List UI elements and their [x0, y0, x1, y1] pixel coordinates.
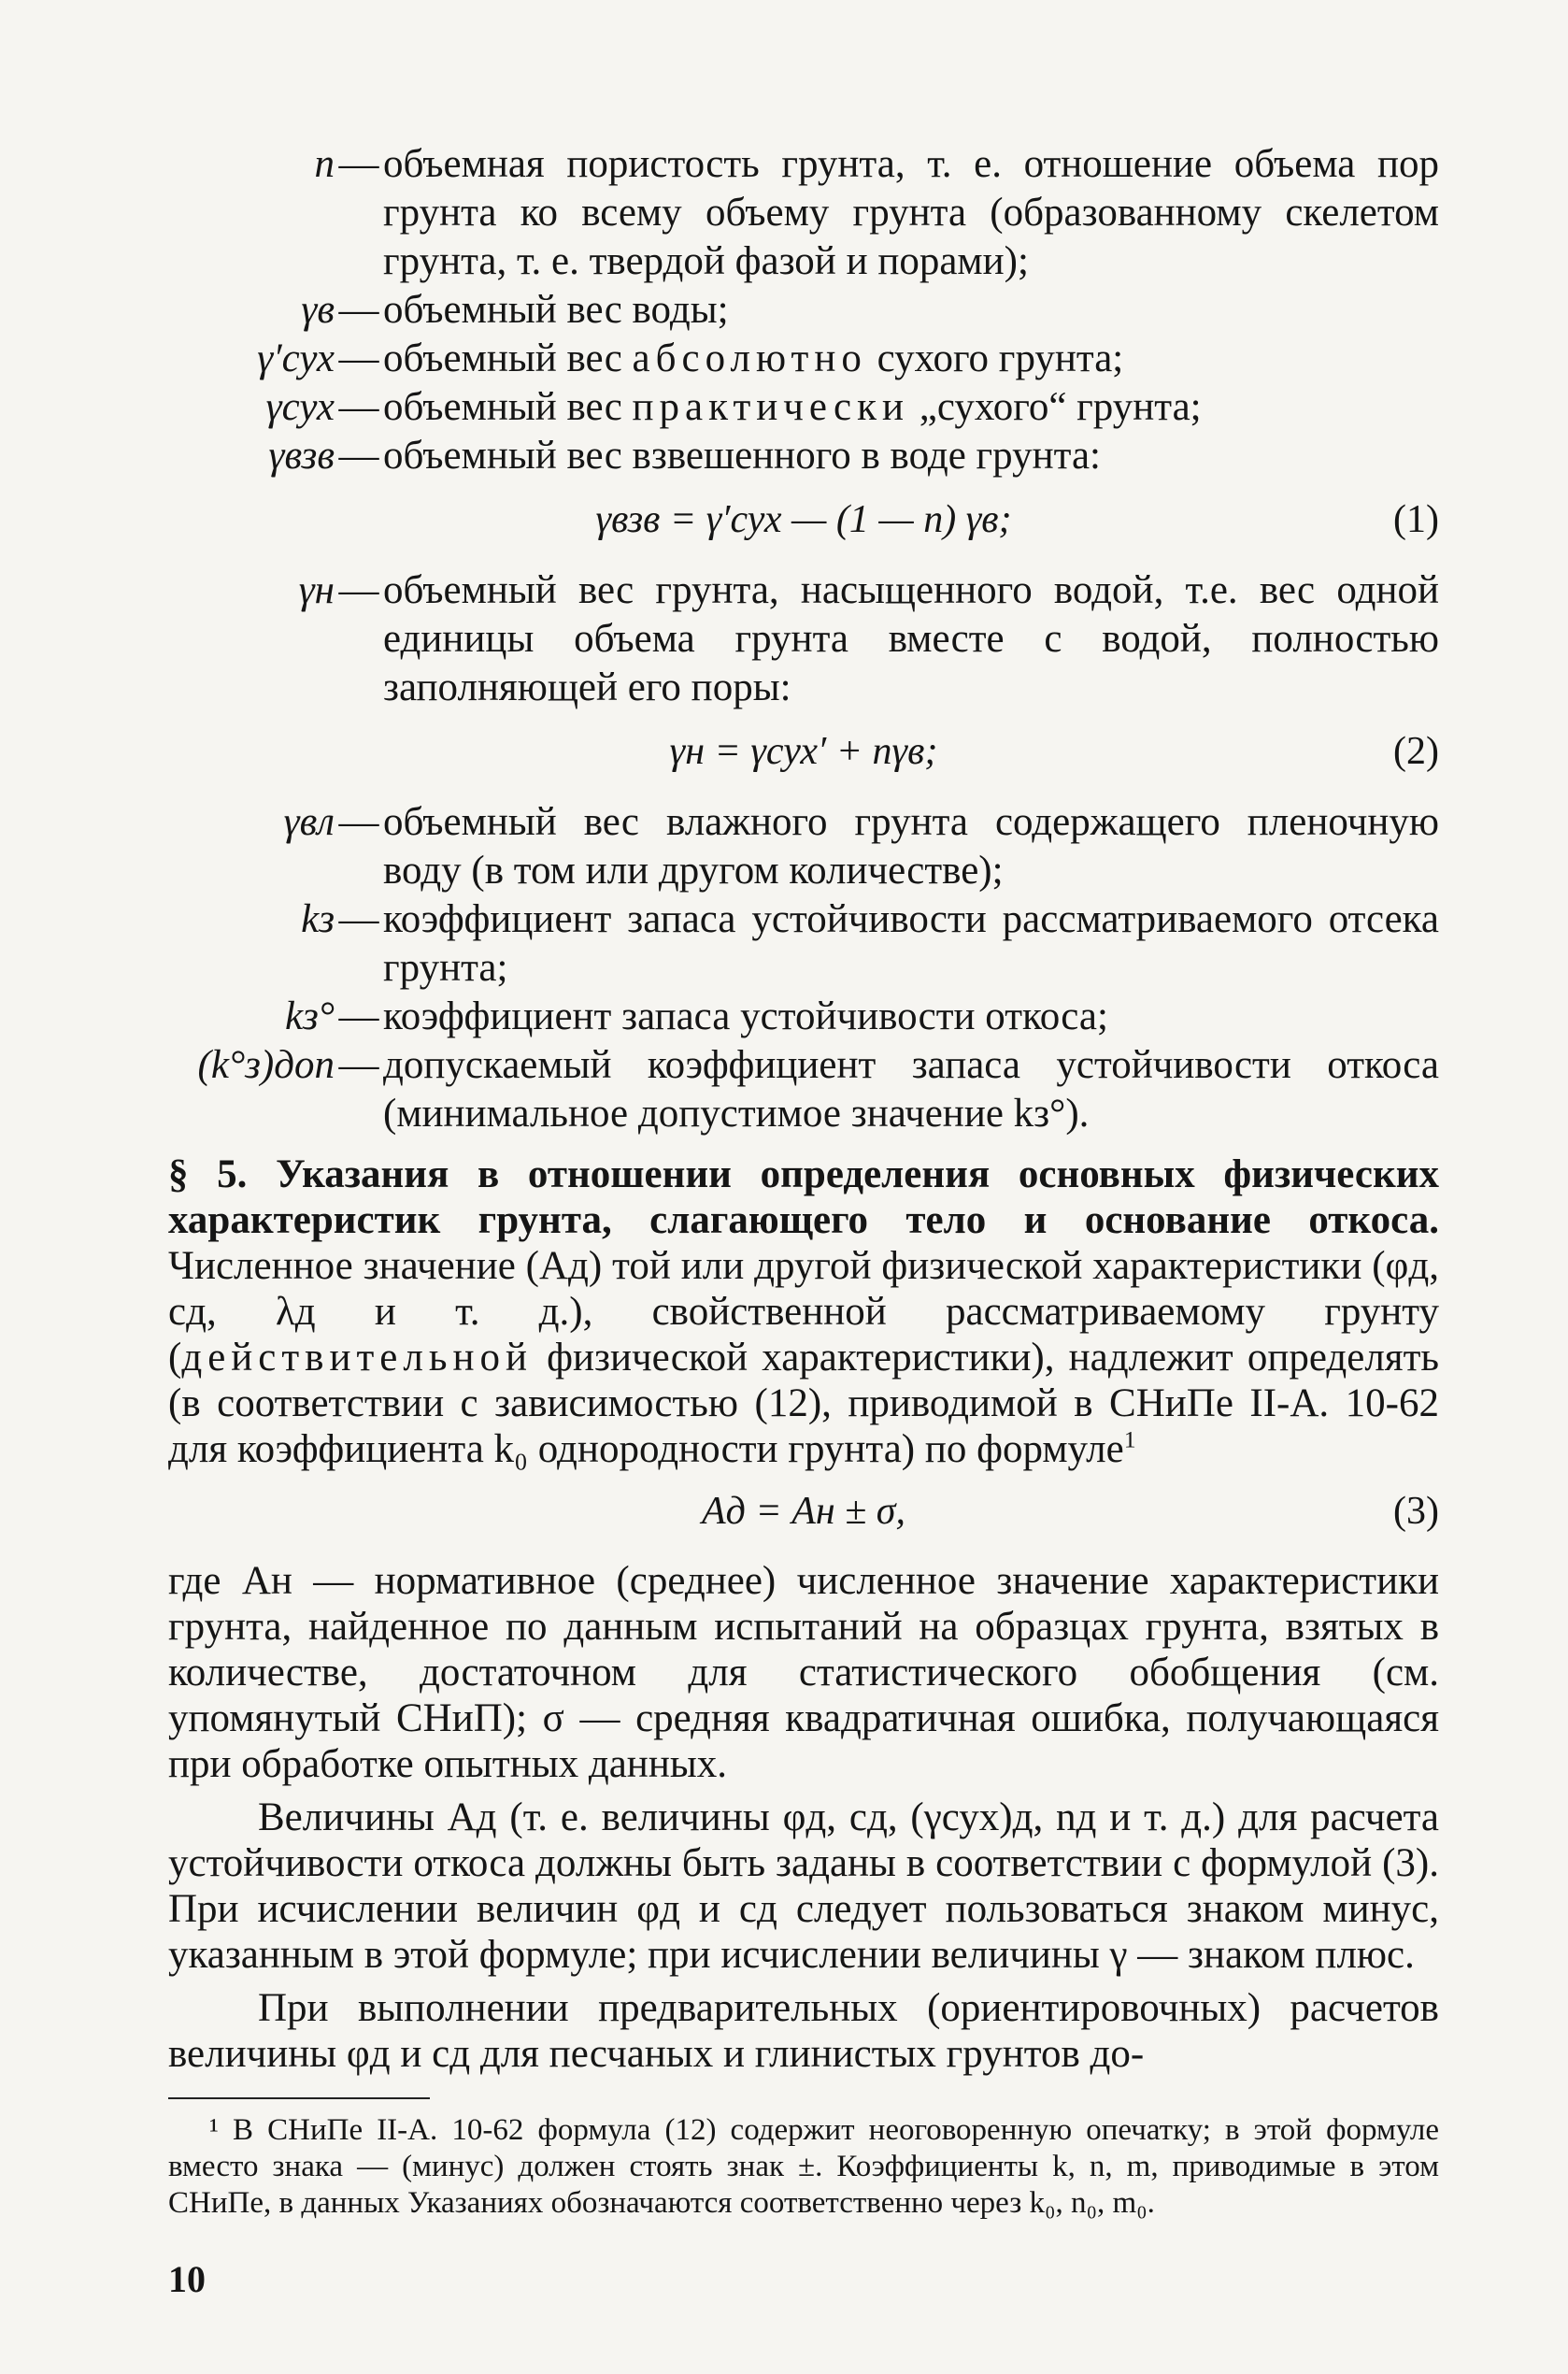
definition-symbol: n — [314, 142, 335, 186]
definition-item — [168, 335, 1439, 383]
definition-symbol: γвл — [283, 800, 335, 844]
text-part: объемный вес — [383, 385, 633, 429]
definition-dash: — — [338, 568, 379, 612]
definition-symbol: γв — [301, 288, 335, 332]
definition-dash: — — [338, 800, 379, 844]
definition-symbol: γвзв — [268, 434, 335, 478]
equation-formula: γн = γсух′ + nγв; — [669, 730, 938, 773]
equation-number: (1) — [1393, 498, 1439, 541]
spaced-emphasis: действительной — [181, 1336, 533, 1380]
definition-text: объемная пористость грунта, т. е. отношение объема пор грунта ко всему объему грунта (образованному скелетом грунта, т. е. твердой фазой и порами); — [383, 142, 1439, 283]
section-5-paragraph — [168, 1151, 1439, 1472]
footnote: ¹ В СНиПе II-А. 10-62 формула (12) содержит неоговоренную опечатку; в этой формуле вместо знака — (минус) должен стоять знак ±. Коэффициенты k, n, m, приводимые в этом СНиПе, в данных Указаниях обозначаются соответственно через k₀, n₀, m₀. — [168, 2113, 1439, 2220]
definitions-list — [168, 140, 1439, 480]
equation-formula: Aд = Aн ± σ, — [702, 1490, 905, 1533]
definition-dash: — — [338, 385, 379, 429]
definition-text — [383, 335, 1439, 383]
definition-item — [168, 566, 1439, 712]
definition-item — [168, 383, 1439, 432]
definition-item — [168, 1041, 1439, 1138]
definition-symbol: kз° — [284, 994, 335, 1038]
where-paragraph: где Aн — нормативное (среднее) численное значение характеристики грунта, найденное по данным испытаний на образцах грунта, взятых в количестве, достаточном для статистического обобщения (см. упомянутый СНиП); σ — средняя квадратичная ошибка, получающаяся при обработке опытных данных. — [168, 1559, 1439, 1786]
definition-text: объемный вес влажного грунта содержащего пленочную воду (в том или другом количестве); — [383, 800, 1439, 893]
text-part: объемный вес — [383, 336, 633, 380]
definition-dash: — — [338, 142, 379, 186]
footnote-divider — [168, 2097, 430, 2099]
definition-item — [168, 895, 1439, 993]
spaced-emphasis: практически — [632, 385, 910, 429]
definition-text: объемный вес взвешенного в воде грунта: — [383, 434, 1101, 478]
definitions-list — [168, 798, 1439, 1138]
definition-dash: — — [338, 1043, 379, 1087]
definition-symbol: kз — [301, 897, 335, 941]
definition-dash: — — [338, 288, 379, 332]
equation-number: (3) — [1393, 1490, 1439, 1533]
text-part: „сухого“ грунта; — [909, 385, 1202, 429]
definition-dash: — — [338, 336, 379, 380]
footnote-marker: 1 — [1123, 1425, 1136, 1453]
definition-item — [168, 993, 1439, 1041]
definition-item — [168, 140, 1439, 286]
section-heading: § 5. Указания в отношении определения основных физических характеристик грунта, слагающего тело и основание откоса. — [168, 1152, 1439, 1242]
definition-item — [168, 286, 1439, 335]
definition-dash: — — [338, 897, 379, 941]
definition-symbol: γсух — [265, 385, 335, 429]
definition-text: коэффициент запаса устойчивости откоса; — [383, 994, 1108, 1038]
definition-symbol: γн — [298, 568, 335, 612]
definitions-list — [168, 566, 1439, 712]
equation-number: (2) — [1393, 730, 1439, 773]
definition-item — [168, 798, 1439, 895]
definition-text: объемный вес грунта, насыщенного водой, т.е. вес одной единицы объема грунта вместе с водой, полностью заполняющей его поры: — [383, 568, 1439, 709]
paragraph-text: физической характеристики), надлежит определять (в соответствии с зависимостью (12), приводимой в СНиПе II-А. 10-62 для коэффициента k₀ однородности грунта) по формуле — [168, 1336, 1439, 1471]
definition-text: объемный вес воды; — [383, 288, 729, 332]
definition-item — [168, 432, 1439, 480]
spaced-emphasis: абсолютно — [632, 336, 867, 380]
values-paragraph: Величины Aд (т. е. величины φд, cд, (γсух)д, nд и т. д.) для расчета устойчивости откоса должны быть заданы в соответствии с формулой (3). При исчислении величин φд и cд следует пользоваться знаком минус, указанным в этой формуле; при исчислении величины γ — знаком плюс. — [168, 1795, 1439, 1977]
preliminary-paragraph: При выполнении предварительных (ориентировочных) расчетов величины φд и cд для песчаных и глинистых грунтов до- — [168, 1986, 1439, 2076]
equation-formula: γвзв = γ′сух — (1 — n) γв; — [595, 498, 1012, 541]
definition-text — [383, 383, 1439, 432]
definition-dash: — — [338, 434, 379, 478]
definition-dash: — — [338, 994, 379, 1038]
page-content — [168, 140, 1439, 2301]
equation-2 — [168, 723, 1439, 779]
text-part: сухого грунта; — [866, 336, 1124, 380]
definition-text: допускаемый коэффициент запаса устойчивости откоса (минимальное допустимое значение kз°). — [383, 1043, 1439, 1136]
page-number: 10 — [168, 2258, 206, 2300]
paragraph-text: Численное значение (Aд) той или другой физической характеристики (φд, cд, λд и т. д.), свойственной рассматриваемому грунту ( — [168, 1244, 1439, 1380]
definition-symbol: (k°з)доп — [197, 1043, 335, 1087]
equation-3 — [168, 1483, 1439, 1539]
equation-1 — [168, 492, 1439, 548]
definition-symbol: γ′сух — [257, 336, 335, 380]
definition-text: коэффициент запаса устойчивости рассматриваемого отсека грунта; — [383, 897, 1439, 990]
